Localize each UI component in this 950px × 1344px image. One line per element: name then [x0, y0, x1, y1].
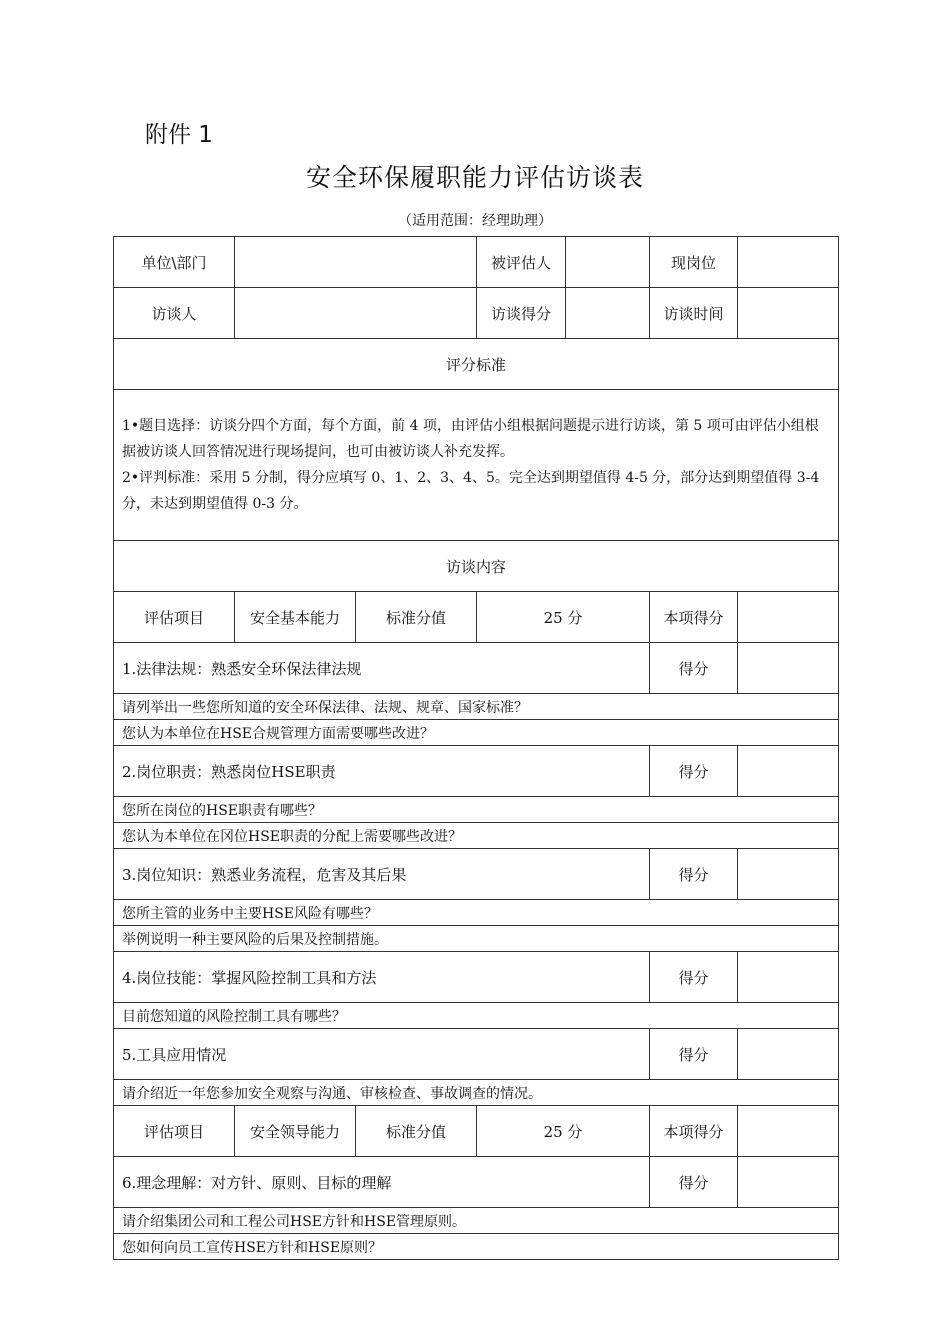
score-field[interactable] — [738, 849, 839, 900]
table-row — [114, 849, 839, 900]
position-field[interactable] — [738, 237, 839, 288]
evaluee-label: 被评估人 — [477, 237, 566, 288]
criteria-text — [114, 390, 839, 541]
question-text: 您如何向员工宣传HSE方针和HSE原则？ — [114, 1234, 839, 1260]
score-field[interactable] — [738, 1029, 839, 1080]
form-title: 安全环保履职能力评估访谈表 — [305, 163, 644, 192]
criteria-heading: 评分标准 — [114, 339, 839, 390]
score-label: 得分 — [650, 1157, 738, 1208]
criteria-line-1: 1•题目选择：访谈分四个方面，每个方面，前 4 项，由评估小组根据问题提示进行访谈，第 5 项可由评估小组根据被访谈人回答情况进行现场提问，也可由被访谈人补充发挥。 — [122, 418, 819, 460]
item-title: 2.岗位职责：熟悉岗位HSE职责 — [114, 746, 650, 797]
section-2-header — [114, 1106, 839, 1157]
unit-field[interactable] — [235, 237, 477, 288]
score-field[interactable] — [738, 643, 839, 694]
score-label: 得分 — [650, 746, 738, 797]
item-label: 评估项目 — [114, 592, 235, 643]
interview-time-label: 访谈时间 — [650, 288, 738, 339]
question-text: 请列举出一些您所知道的安全环保法律、法规、规章、国家标准？ — [114, 694, 839, 720]
question-text: 您认为本单位在冈位HSE职责的分配上需要哪些改进？ — [114, 823, 839, 849]
standard-label: 标准分值 — [356, 1106, 477, 1157]
interview-time-field[interactable] — [738, 288, 839, 339]
form-subtitle: （适用范围：经理助理） — [398, 213, 552, 229]
section-1-name: 安全基本能力 — [235, 592, 356, 643]
section-2-name: 安全领导能力 — [235, 1106, 356, 1157]
interview-score-field[interactable] — [566, 288, 650, 339]
info-row-2 — [114, 288, 839, 339]
table-row — [114, 746, 839, 797]
standard-label: 标准分值 — [356, 592, 477, 643]
interview-score-label: 访谈得分 — [477, 288, 566, 339]
question-text: 您所在岗位的HSE职责有哪些？ — [114, 797, 839, 823]
position-label: 现岗位 — [650, 237, 738, 288]
question-text: 目前您知道的风险控制工具有哪些？ — [114, 1003, 839, 1029]
section-1-standard-value: 25 分 — [477, 592, 650, 643]
score-label: 得分 — [650, 849, 738, 900]
interviewer-label: 访谈人 — [114, 288, 235, 339]
score-field[interactable] — [738, 952, 839, 1003]
table-row — [114, 1029, 839, 1080]
content-heading: 访谈内容 — [114, 541, 839, 592]
evaluee-field[interactable] — [566, 237, 650, 288]
criteria-line-2: 2•评判标准：采用 5 分制，得分应填写 0、1、2、3、4、5。完全达到期望值得 4-5 分，部分达到期望值得 3-4 分，未达到期望值得 0-3 分。 — [122, 470, 820, 512]
score-field[interactable] — [738, 1157, 839, 1208]
question-text: 您所主管的业务中主要HSE风险有哪些？ — [114, 900, 839, 926]
item-title: 4.岗位技能：掌握风险控制工具和方法 — [114, 952, 650, 1003]
item-score-label: 本项得分 — [650, 1106, 738, 1157]
question-text: 请介绍近一年您参加安全观察与沟通、审核检查、事故调查的情况。 — [114, 1080, 839, 1106]
question-text: 您认为本单位在HSE合规管理方面需要哪些改进？ — [114, 720, 839, 746]
section-2-score-field[interactable] — [738, 1106, 839, 1157]
item-title: 5.工具应用情况 — [114, 1029, 650, 1080]
score-label: 得分 — [650, 952, 738, 1003]
question-text: 举例说明一种主要风险的后果及控制措施。 — [114, 926, 839, 952]
table-row — [114, 952, 839, 1003]
score-label: 得分 — [650, 643, 738, 694]
info-row-1 — [114, 237, 839, 288]
item-label: 评估项目 — [114, 1106, 235, 1157]
question-text: 请介绍集团公司和工程公司HSE方针和HSE管理原则。 — [114, 1208, 839, 1234]
item-title: 3.岗位知识：熟悉业务流程，危害及其后果 — [114, 849, 650, 900]
attachment-label: 附件 1 — [145, 122, 213, 148]
section-1-header — [114, 592, 839, 643]
score-field[interactable] — [738, 746, 839, 797]
evaluation-form-table — [113, 236, 839, 1260]
item-score-label: 本项得分 — [650, 592, 738, 643]
unit-label: 单位\部门 — [114, 237, 235, 288]
table-row — [114, 1157, 839, 1208]
score-label: 得分 — [650, 1029, 738, 1080]
interviewer-field[interactable] — [235, 288, 477, 339]
section-2-standard-value: 25 分 — [477, 1106, 650, 1157]
section-1-score-field[interactable] — [738, 592, 839, 643]
item-title: 6.理念理解：对方针、原则、目标的理解 — [114, 1157, 650, 1208]
table-row — [114, 643, 839, 694]
item-title: 1.法律法规：熟悉安全环保法律法规 — [114, 643, 650, 694]
